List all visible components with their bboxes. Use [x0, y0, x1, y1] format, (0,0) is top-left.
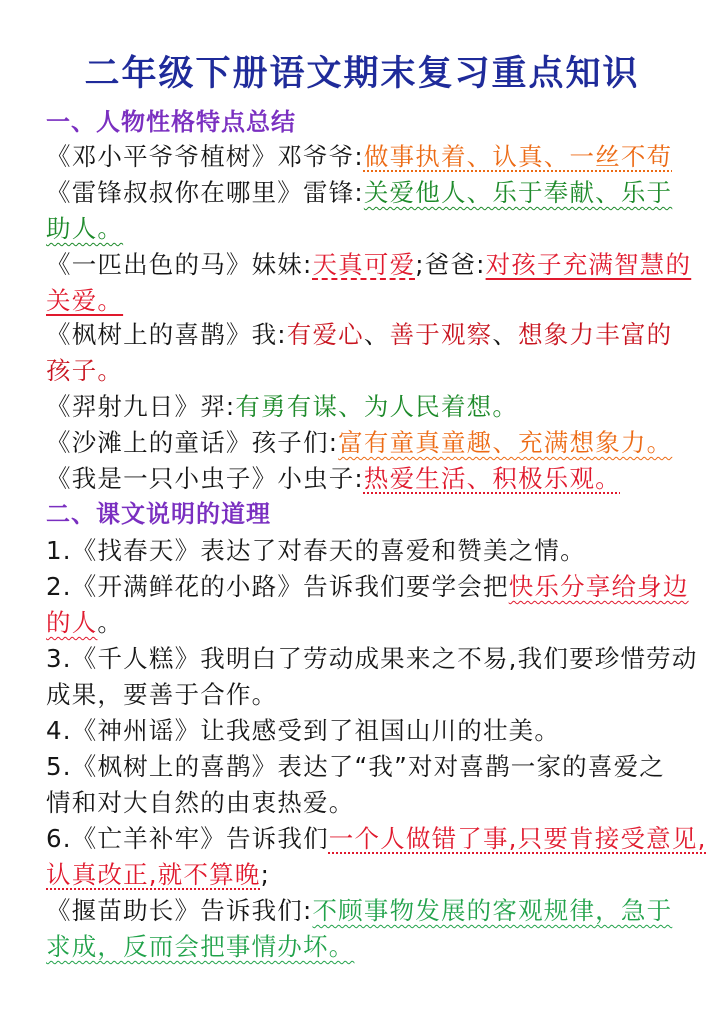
trait-text: 做事执着、认真、一丝不苟: [363, 142, 673, 171]
moral-text: 《亡羊补牢》告诉我们: [71, 824, 329, 853]
moral-highlight: 不顾事物发展的客观规律，急于: [312, 896, 673, 925]
moral-text-cont: 情和对大自然的由衷热爱。: [46, 788, 355, 817]
moral-row-6-cont: [46, 858, 686, 892]
lesson-title: 《我是一只小虫子》: [46, 464, 278, 493]
lesson-title: 《羿射九日》: [46, 392, 201, 421]
item-number: 6.: [46, 824, 72, 853]
character-name: 小虫子:: [277, 464, 364, 493]
character-name: 雷锋:: [303, 178, 364, 207]
character-name: 孩子们:: [251, 428, 339, 457]
character-name: 妹妹:: [251, 250, 313, 279]
lesson-title: 《邓小平爷爷植树》: [46, 142, 278, 171]
trait-text-a: 有爱心: [286, 320, 364, 349]
trait-row-bug: [46, 462, 686, 496]
moral-row-3: [46, 642, 698, 676]
moral-text: 《找春天》表达了对春天的喜爱和赞美之情。: [71, 536, 586, 565]
moral-row-2-cont: [46, 606, 686, 640]
trait-row-magpie-cont: [46, 354, 686, 388]
character-name: 羿:: [200, 392, 236, 421]
moral-row-7-cont: [46, 930, 686, 964]
section-heading-lesson-morals: 二、课文说明的道理: [46, 500, 271, 528]
moral-row-7: [46, 894, 686, 928]
item-number: 1.: [46, 536, 72, 565]
section-heading-character-traits: 一、人物性格特点总结: [46, 108, 296, 136]
character-name-2: 爸爸:: [424, 250, 486, 279]
item-number: 5.: [46, 752, 72, 781]
trait-row-horse-cont: [46, 284, 686, 318]
moral-highlight-cont: 的人: [46, 608, 98, 637]
trait-text-2-cont: 关爱。: [46, 286, 124, 315]
trait-row-magpie: [46, 318, 686, 352]
moral-text: 《揠苗助长》告诉我们:: [46, 896, 313, 925]
moral-row-4: [46, 714, 686, 748]
character-name: 邓爷爷:: [277, 142, 364, 171]
moral-text: 《千人糕》我明白了劳动成果来之不易,我们要珍惜劳动: [71, 644, 698, 673]
page-title: 二年级下册语文期末复习重点知识: [84, 54, 640, 94]
moral-row-3-cont: [46, 678, 686, 712]
trait-row-houyi: [46, 390, 686, 424]
trait-row-beach: [46, 426, 686, 460]
lesson-title: 《一匹出色的马》: [46, 250, 252, 279]
punctuation: ;: [260, 860, 271, 889]
item-number: 3.: [46, 644, 72, 673]
lesson-title: 《枫树上的喜鹊》: [46, 320, 252, 349]
trait-text-2: 对孩子充满智慧的: [485, 250, 692, 279]
trait-text: 关爱他人、乐于奉献、乐于: [363, 178, 673, 207]
trait-text-c: 想象力丰富的: [518, 320, 673, 349]
item-number: 4.: [46, 716, 72, 745]
trait-text: 热爱生活、积极乐观。: [363, 464, 621, 493]
separator: 、: [363, 320, 390, 349]
trait-row-horse: [46, 248, 692, 282]
moral-text-cont: 成果，要善于合作。: [46, 680, 278, 709]
trait-text-b: 善于观察: [389, 320, 493, 349]
lesson-title: 《沙滩上的童话》: [46, 428, 252, 457]
trait-text: 富有童真童趣、充满想象力。: [338, 428, 673, 457]
trait-text: 有勇有谋、为人民着想。: [235, 392, 519, 421]
trait-text-cont: 孩子。: [46, 356, 124, 385]
moral-highlight-cont: 求成，反而会把事情办坏。: [46, 932, 355, 961]
character-name: 我:: [251, 320, 287, 349]
moral-row-1: [46, 534, 686, 568]
moral-text: 《神州谣》让我感受到了祖国山川的壮美。: [71, 716, 561, 745]
moral-highlight: 快乐分享给身边: [508, 572, 689, 601]
moral-row-5: [46, 750, 686, 784]
punctuation: 。: [97, 608, 124, 637]
trait-row-leifeng-cont: [46, 212, 686, 246]
item-number: 2.: [46, 572, 72, 601]
trait-row-deng: [46, 140, 686, 174]
lesson-title: 《雷锋叔叔你在哪里》: [46, 178, 303, 207]
trait-text: 天真可爱: [312, 250, 416, 279]
moral-row-5-cont: [46, 786, 686, 820]
trait-row-leifeng: [46, 176, 686, 210]
separator: ;: [415, 250, 425, 279]
separator: 、: [492, 320, 519, 349]
moral-highlight: 一个人做错了事,只要肯接受意见,: [328, 824, 707, 853]
moral-text: 《开满鲜花的小路》告诉我们要学会把: [71, 572, 509, 601]
moral-text: 《枫树上的喜鹊》表达了“我”对对喜鹊一家的喜爱之: [71, 752, 665, 781]
moral-row-2: [46, 570, 689, 604]
trait-text-cont: 助人。: [46, 214, 124, 243]
moral-row-6: [46, 822, 707, 856]
moral-highlight-cont: 认真改正,就不算晚: [46, 860, 261, 889]
